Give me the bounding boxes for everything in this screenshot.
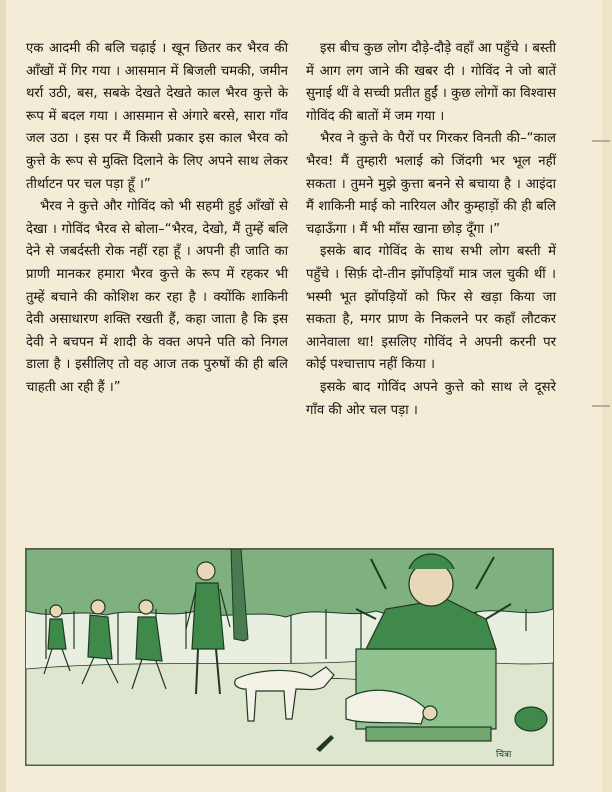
paragraph: इसके बाद गोविंद के साथ सभी लोग बस्ती में पहुँचे । सिर्फ़ दो-तीन झोंपड़ियाँ मात्र जल चुकी थीं । भस्मी भूत झोंपड़ियों को फिर से खड़ा किया जा सकता है, मगर प्राण के निकलने पर कहाँ लौटकर आनेवाला था! इसलिए गोविंद ने अपनी करनी पर कोई पश्चात्ताप नहीं किया ।	[306, 244, 556, 373]
left-text-column	[26, 38, 288, 400]
artist-signature: चित्रा	[496, 750, 512, 760]
offering-basket	[515, 707, 547, 731]
page-scratch	[592, 405, 610, 407]
paragraph: इस बीच कुछ लोग दौड़े-दौड़े वहाँ आ पहुँचे । बस्ती में आग लग जाने की खबर दी । गोविंद ने जो बातें सुनाई थीं वे सच्ची प्रतीत हुईं । कुछ लोगों का विश्वास गोविंद की बातों में जम गया ।	[306, 41, 556, 124]
paragraph: भैरव ने कुत्ते के पैरों पर गिरकर विनती की–“काल भैरव! मैं तुम्हारी भलाई को जिंदगी भर भूल नहीं सकता । तुमने मुझे कुत्ता बनने से बचाया है । आइंदा मैं शाकिनी माई को नारियल और कुम्हाड़ों की ही बलि चढ़ाऊँगा । मैं भी माँस खाना छोड़ दूँगा ।”	[306, 131, 556, 237]
right-text-column	[306, 38, 556, 422]
story-illustration	[25, 548, 554, 766]
paragraph: एक आदमी की बलि चढ़ाई । खून छितर कर भैरव की आँखों में गिर गया । आसमान में बिजली चमकी, जमीन थर्रा उठी, बस, सबके देखते देखते काल भैरव कुत्ते के रूप में बदल गया । आसमान से अंगारे बरसे, सारा गाँव जल उठा । इस पर मैं किसी प्रकार इस काल भैरव को कुत्ते के रूप से मुक्ति दिलाने के लिए अपने साथ लेकर तीर्थाटन पर चल पड़ा हूँ ।”	[26, 41, 288, 192]
paragraph: भैरव ने कुत्ते और गोविंद को भी सहमी हुई आँखों से देखा । गोविंद भैरव से बोला–“भैरव, देखो, मैं तुम्हें बलि देने से जबर्दस्ती रोक नहीं रहा हूँ । अपनी ही जाति का प्राणी मानकर हमारा भैरव कुत्ते के रूप में रहकर भी तुम्हें बचाने की कोशिश कर रहा है । क्योंकि शाकिनी देवी असाधारण शक्ति रखती हैं, कहा जाता है कि इस देवी ने बचपन में शादी के वक्त अपने पति को निगल डाला है । इसीलिए तो वह आज तक पुरुषों की ही बलि चाहती आ रही हैं ।”	[26, 199, 288, 395]
paragraph: इसके बाद गोविंद अपने कुत्ते को साथ ले दूसरे गाँव की ओर चल पड़ा ।	[306, 379, 556, 418]
page-scratch	[592, 140, 610, 142]
